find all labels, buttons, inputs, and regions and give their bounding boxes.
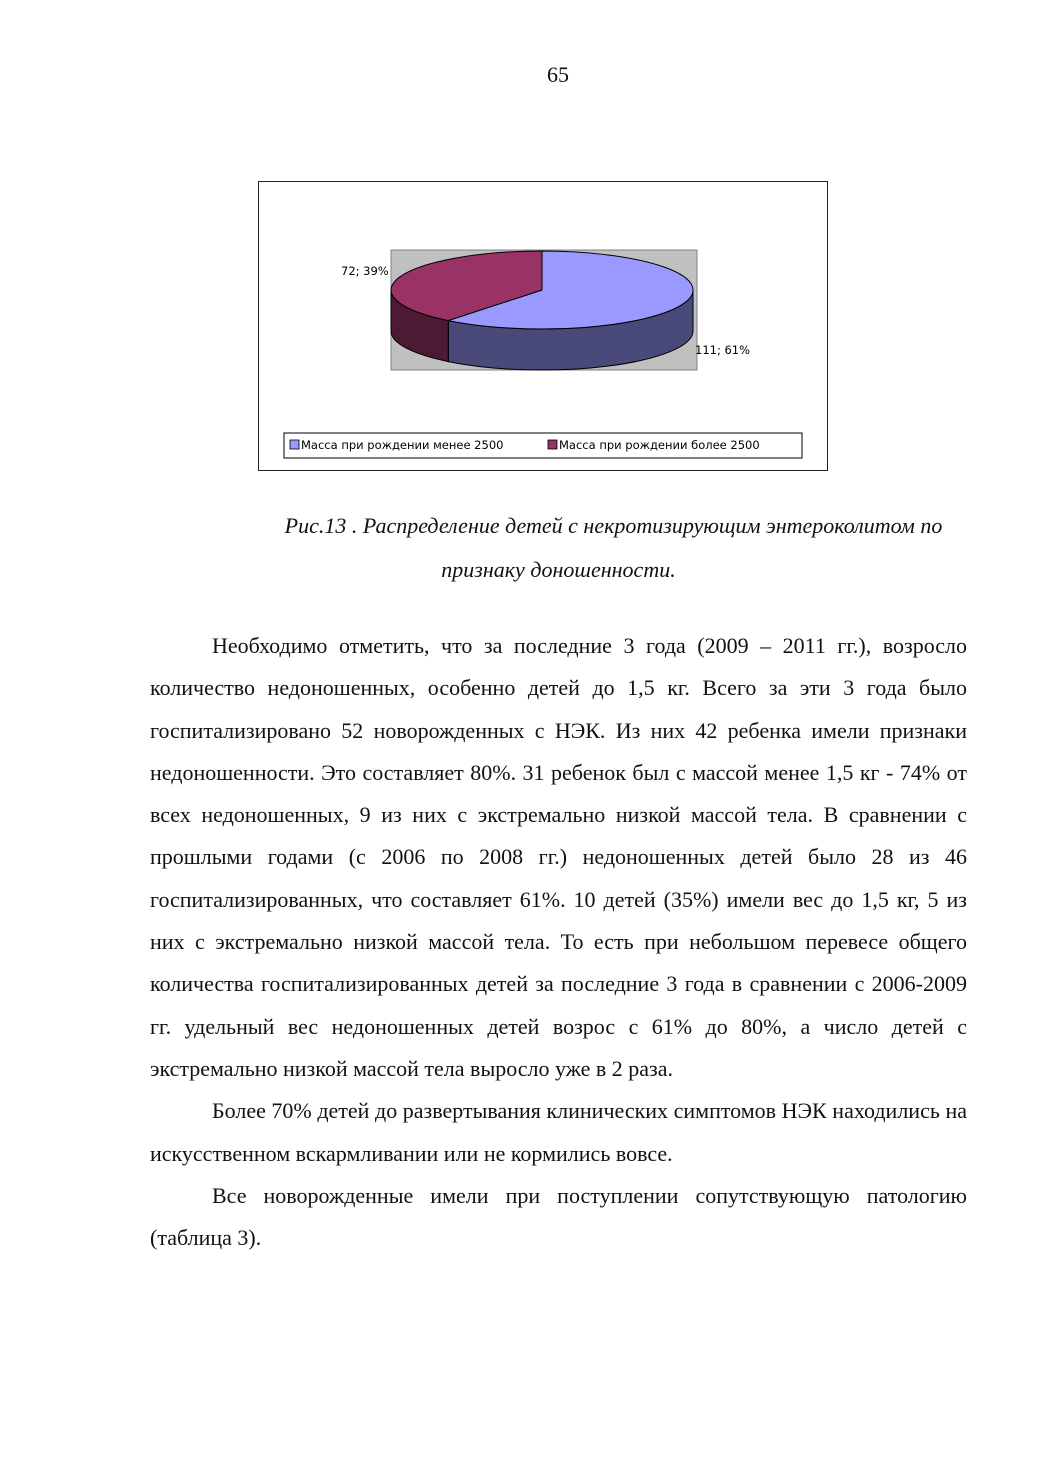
legend-label-2: Масса при рождении более 2500: [559, 438, 760, 452]
page-number: 65: [547, 62, 569, 87]
figure-caption: [150, 504, 967, 592]
caption-line-1: Рис.13 . Распределение детей с некротизирующим энтероколитом по: [284, 513, 943, 538]
body-text: [150, 625, 967, 1259]
data-label-slice-1: 111; 61%: [695, 343, 751, 357]
pie-chart: [258, 181, 828, 471]
legend-swatch-2: [548, 440, 557, 449]
paragraph-1: Необходимо отметить, что за последние 3 года (2009 – 2011 гг.), возросло количество недоношенных, особенно детей до 1,5 кг. Всего за эти 3 года было госпитализировано 52 новорожденных с НЭК. Из них 42 ребенка имели признаки недоношенности. Это составляет 80%. 31 ребенок был с массой менее 1,5 кг - 74% от всех недоношенных, 9 из них с экстремально низкой массой тела. В сравнении с прошлыми годами (с 2006 по 2008 гг.) недоношенных детей было 28 из 46 госпитализированных, что составляет 61%. 10 детей (35%) имели вес до 1,5 кг, 5 из них с экстремально низкой массой тела. То есть при небольшом перевесе общего количества госпитализированных детей за последние 3 года в сравнении с 2006-2009 гг. удельный вес недоношенных детей возрос с 61% до 80%, а число детей с экстремально низкой массой тела выросло уже в 2 раза.: [150, 633, 967, 1081]
pie-chart-svg: [259, 182, 829, 472]
legend-swatch-1: [290, 440, 299, 449]
paragraph-2: Более 70% детей до развертывания клинических симптомов НЭК находились на искусственном вскармливании или не кормились вовсе.: [150, 1098, 967, 1166]
paragraph-3: Все новорожденные имели при поступлении сопутствующую патологию (таблица 3).: [150, 1182, 967, 1251]
chart-legend: [284, 433, 802, 458]
data-label-slice-2: 72; 39%: [341, 264, 389, 278]
caption-line-2: признаку доношенности.: [441, 557, 676, 582]
legend-label-1: Масса при рождении менее 2500: [301, 438, 504, 452]
